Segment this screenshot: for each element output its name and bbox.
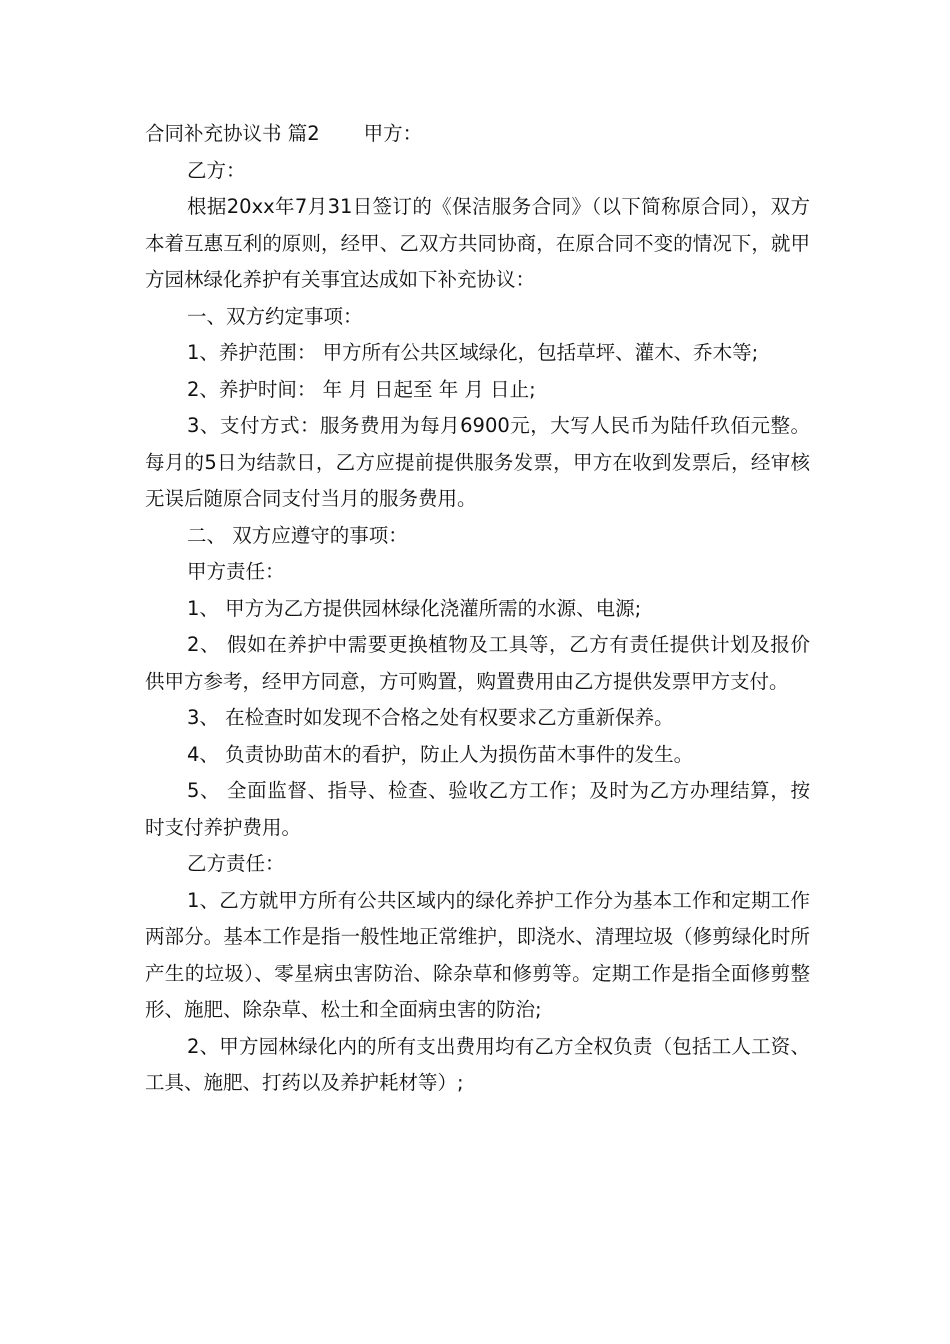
party-a-clause-1: 1、 甲方为乙方提供园林绿化浇灌所需的水源、电源;	[187, 596, 642, 620]
clause-maintenance-scope: 1、养护范围： 甲方所有公共区域绿化，包括草坪、灌木、乔木等;	[187, 341, 759, 364]
party-a-clause-5: 5、 全面监督、指导、检查、验收乙方工作；及时为乙方办理结算，按时支付养护费用。	[145, 779, 810, 839]
party-a-clause-2: 2、 假如在养护中需要更换植物及工具等，乙方有责任提供计划及报价供甲方参考，经甲方同意，方可购置，购置费用由乙方提供发票甲方支付。	[145, 633, 810, 693]
party-a-clause-4: 4、 负责协助苗木的看护，防止人为损伤苗木事件的发生。	[187, 742, 694, 766]
document-title: 合同补充协议书 篇2	[145, 122, 320, 145]
clause-payment-method: 3、支付方式：服务费用为每月6900元，大写人民币为陆仟玖佰元整。每月的5日为结款日，乙方应提前提供服务发票，甲方在收到发票后，经审核无误后随原合同支付当月的服务费用。	[145, 414, 810, 510]
intro-paragraph: 根据20xx年7月31日签订的《保洁服务合同》（以下简称原合同），双方本着互惠互利的原则，经甲、乙双方共同协商，在原合同不变的情况下，就甲方园林绿化养护有关事宜达成如下补充协议：	[145, 195, 810, 291]
document-body	[145, 116, 810, 1102]
party-a-responsibilities-heading: 甲方责任：	[187, 560, 285, 583]
party-a-clause-3: 3、 在检查时如发现不合格之处有权要求乙方重新保养。	[187, 706, 674, 729]
party-a-label: 甲方：	[363, 122, 423, 145]
party-b-responsibilities-heading: 乙方责任：	[187, 852, 285, 875]
document-heading	[145, 116, 810, 153]
party-b-clause-1: 1、乙方就甲方所有公共区域内的绿化养护工作分为基本工作和定期工作两部分。基本工作是指一般性地正常维护，即浇水、清理垃圾（修剪绿化时所产生的垃圾）、零星病虫害防治、除杂草和修剪等。定期工作是指全面修剪整形、施肥、除杂草、松土和全面病虫害的防治;	[145, 888, 810, 1021]
party-b-clause-2: 2、甲方园林绿化内的所有支出费用均有乙方全权负责（包括工人工资、工具、施肥、打药以及养护耗材等）;	[145, 1034, 810, 1094]
section-heading-agreed-matters: 一、双方约定事项：	[187, 304, 363, 328]
section-heading-obligations: 二、 双方应遵守的事项：	[187, 523, 408, 547]
party-b-label: 乙方：	[187, 158, 246, 182]
clause-maintenance-period: 2、养护时间： 年 月 日起至 年 月 日止;	[187, 377, 536, 401]
